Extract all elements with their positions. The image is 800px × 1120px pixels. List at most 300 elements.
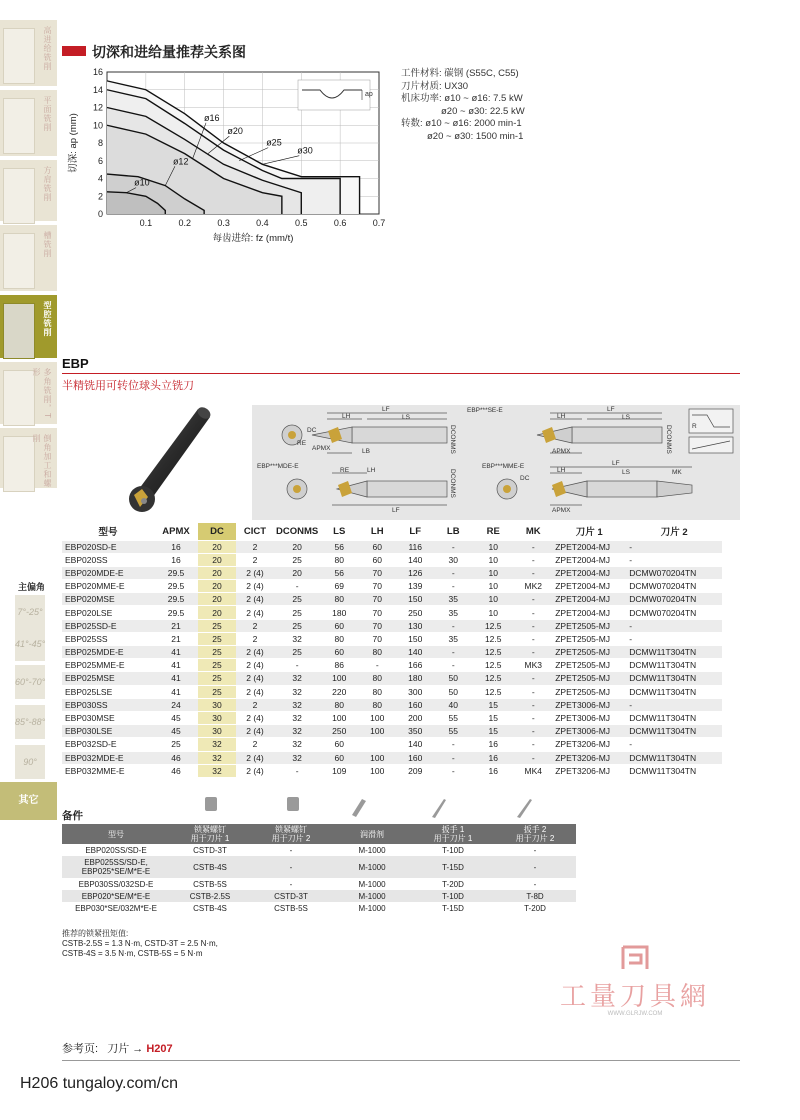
torque-line-2: CSTB-4S = 3.5 N·m, CSTB-5S = 5 N·m xyxy=(62,949,203,958)
chart-condition-line: ø20 ~ ø30: 22.5 kW xyxy=(441,105,525,117)
parts-cell: M-1000 xyxy=(332,856,412,878)
sidebar-item-label: 方肩铣削 xyxy=(43,166,52,202)
dim-label-lf-mde: LF xyxy=(392,507,400,514)
table-cell: ZPET2004-MJ xyxy=(555,607,611,618)
table-cell: 25 xyxy=(274,593,320,606)
table-cell: EBP020SS xyxy=(65,554,108,565)
reference-page-link[interactable]: H207 xyxy=(146,1043,173,1055)
table-cell: EBP030SS xyxy=(62,698,154,711)
table-cell: 70 xyxy=(358,619,396,632)
angle-item[interactable]: 7°-25° xyxy=(15,595,45,629)
table-cell: ZPET3206-MJ xyxy=(555,739,611,750)
product-table-header xyxy=(62,523,722,540)
parts-cell: EBP025SS/SD-E, EBP025*SE/M*E-E xyxy=(62,856,170,878)
dim-label-re-mde: RE xyxy=(340,467,350,474)
title-bar-mark xyxy=(62,46,86,56)
column-header: 刀片 2 xyxy=(660,527,688,539)
table-cell: EBP030MSE xyxy=(65,713,115,724)
table-cell: EBP030LSE xyxy=(62,725,154,738)
table-cell: 20 xyxy=(274,566,320,579)
site-link[interactable]: tungaloy.com/cn xyxy=(62,1075,179,1092)
table-cell: 10 xyxy=(472,566,514,579)
table-cell: - xyxy=(375,660,379,671)
chart-condition-line: 刀片材质: UX30 xyxy=(401,80,469,92)
table-cell: 29.5 xyxy=(167,607,185,618)
table-row xyxy=(62,764,722,777)
sidebar-item-other[interactable]: 其它 xyxy=(0,782,57,820)
table-cell: 150 xyxy=(396,593,434,606)
table-cell: ZPET2505-MJ xyxy=(555,633,611,644)
table-cell: 16 xyxy=(472,751,514,764)
table-cell: - xyxy=(295,766,299,777)
table-cell: 166 xyxy=(408,660,423,671)
inset-label: ap xyxy=(365,91,373,98)
table-cell: 16 xyxy=(154,540,198,553)
sidebar-item-label: 槽铣削 xyxy=(43,231,52,258)
sidebar-item-0[interactable] xyxy=(0,20,57,88)
table-cell: 100 xyxy=(332,713,347,724)
parts-column-header: 润滑剂 xyxy=(332,824,412,844)
y-tick-label: 4 xyxy=(97,173,103,184)
table-cell: 60 xyxy=(320,646,358,659)
table-cell: 55 xyxy=(448,713,458,724)
sidebar-item-label: 高进给铣削 xyxy=(43,26,52,71)
column-header: RE xyxy=(486,525,500,537)
series-label-ø12: ø12 xyxy=(172,156,189,167)
table-cell: 2 (4) xyxy=(246,713,264,724)
table-cell: 100 xyxy=(370,766,385,777)
table-cell: 15 xyxy=(488,713,498,724)
parts-cell: EBP020*SE/M*E-E xyxy=(62,890,170,902)
table-cell: 30 xyxy=(198,698,236,711)
table-cell: 16 xyxy=(171,554,181,565)
table-cell: - xyxy=(626,540,722,553)
table-cell: 2 (4) xyxy=(236,646,274,659)
y-tick-label: 6 xyxy=(97,155,103,166)
sidebar-thumbnail xyxy=(3,303,35,359)
table-cell: 2 xyxy=(236,698,274,711)
table-cell: 2 (4) xyxy=(246,607,264,618)
sidebar-item-5[interactable] xyxy=(0,362,57,426)
table-cell: 32 xyxy=(292,686,302,697)
table-cell: EBP020LSE xyxy=(65,607,113,618)
parts-row xyxy=(62,902,576,914)
table-cell: 10 xyxy=(488,607,498,618)
product-table xyxy=(62,523,722,777)
angle-item[interactable]: 85°-88° xyxy=(15,705,45,739)
table-row xyxy=(62,698,722,711)
parts-row xyxy=(62,890,576,902)
watermark-url: WWW.GLRJW.COM xyxy=(607,1011,663,1017)
table-cell: 25 xyxy=(292,554,302,565)
table-cell: 2 (4) xyxy=(236,725,274,738)
parts-column-header: 扳手 2 用于刀片 2 xyxy=(494,824,576,844)
table-cell: 12.5 xyxy=(472,672,514,685)
table-cell: 2 xyxy=(236,540,274,553)
column-header: APMX xyxy=(162,525,190,537)
dim-label-mk: MK xyxy=(672,469,682,476)
table-cell: 45 xyxy=(154,725,198,738)
table-cell: 35 xyxy=(448,607,458,618)
table-cell: 35 xyxy=(434,593,472,606)
table-cell: 116 xyxy=(396,540,434,553)
table-cell: 25 xyxy=(274,646,320,659)
table-cell: 80 xyxy=(334,554,344,565)
x-tick-label: 0.5 xyxy=(295,218,308,228)
table-cell: - xyxy=(451,766,455,777)
x-tick-label: 0.4 xyxy=(256,218,269,228)
table-cell: 46 xyxy=(171,766,181,777)
sidebar-item-6[interactable] xyxy=(0,428,57,490)
table-cell: - xyxy=(434,566,472,579)
table-cell: 12.5 xyxy=(484,633,502,644)
table-cell: 25 xyxy=(171,739,181,750)
table-cell: - xyxy=(514,751,552,764)
table-cell: 109 xyxy=(332,766,347,777)
screw-2-icon xyxy=(287,797,299,811)
page-footer xyxy=(20,1075,178,1093)
table-cell: 300 xyxy=(408,686,423,697)
table-cell: DCMW11T304TN xyxy=(629,660,697,671)
table-cell: 139 xyxy=(408,581,423,592)
parts-cell: T-20D xyxy=(524,903,546,913)
table-cell: 50 xyxy=(448,686,458,697)
sidebar-item-3[interactable] xyxy=(0,225,57,293)
series-label-ø25: ø25 xyxy=(266,137,282,148)
table-cell: 55 xyxy=(434,725,472,738)
y-tick-label: 0 xyxy=(97,209,103,219)
parts-table xyxy=(62,824,576,914)
table-cell: - xyxy=(514,593,552,606)
table-cell: 2 (4) xyxy=(236,566,274,579)
table-cell: - xyxy=(531,739,535,750)
table-cell: EBP025SS xyxy=(65,633,108,644)
table-cell: 350 xyxy=(396,725,434,738)
table-row xyxy=(62,659,722,672)
table-row xyxy=(62,540,722,553)
parts-cell: T-15D xyxy=(412,856,494,878)
dim-label-lf: LF xyxy=(382,406,390,413)
dim-label-lh: LH xyxy=(342,413,351,420)
table-cell: 2 (4) xyxy=(236,751,274,764)
table-cell: 12.5 xyxy=(472,646,514,659)
sidebar-item-label: 平面铣削 xyxy=(43,96,52,132)
column-header: LH xyxy=(370,525,384,537)
table-cell: 41 xyxy=(171,660,181,671)
table-row xyxy=(62,619,722,632)
sidebar-thumbnail xyxy=(3,28,35,84)
table-cell: 41 xyxy=(171,686,181,697)
table-cell: 32 xyxy=(292,739,302,750)
table-cell: 29.5 xyxy=(167,581,185,592)
diagram-title-mde: EBP***MDE-E xyxy=(257,463,299,470)
chart-condition-line: ø20 ~ ø30: 1500 min-1 xyxy=(427,130,524,142)
table-cell: 2 (4) xyxy=(236,672,274,685)
table-row xyxy=(62,685,722,698)
table-cell: DCMW070204TN xyxy=(629,581,697,592)
table-cell: 32 xyxy=(274,751,320,764)
table-cell: 80 xyxy=(372,686,382,697)
table-cell: ZPET2004-MJ xyxy=(555,581,611,592)
dim-label-dconms-se: DCONMS xyxy=(665,425,672,454)
product-table-body xyxy=(62,540,722,777)
table-cell: 29.5 xyxy=(154,566,198,579)
table-cell: 25 xyxy=(198,685,236,698)
parts-cell: - xyxy=(289,845,293,855)
parts-cell: CSTB-2.5S xyxy=(170,890,250,902)
sidebar-thumbnail xyxy=(3,98,35,154)
table-cell: ZPET3006-MJ xyxy=(552,698,626,711)
series-label-ø30: ø30 xyxy=(297,145,313,156)
angle-item[interactable]: 41°-45° xyxy=(15,627,45,661)
dim-label-ls: LS xyxy=(402,414,410,421)
table-cell: ZPET3006-MJ xyxy=(555,713,611,724)
table-cell: - xyxy=(531,713,535,724)
parts-cell: M-1000 xyxy=(358,903,386,913)
table-cell: DCMW11T304TN xyxy=(626,751,722,764)
table-cell: ZPET3206-MJ xyxy=(552,751,626,764)
dim-label-ls-mme: LS xyxy=(622,469,630,476)
table-cell: ZPET2505-MJ xyxy=(555,686,611,697)
torque-line-1: CSTB-2.5S = 1.3 N·m, CSTD-3T = 2.5 N·m, xyxy=(62,939,218,948)
table-row xyxy=(62,566,722,579)
sidebar-item-label: 多角铣削，T形 xyxy=(32,368,52,419)
table-cell: 209 xyxy=(408,766,423,777)
sidebar-item-1[interactable] xyxy=(0,90,57,158)
table-cell: 16 xyxy=(488,739,498,750)
table-cell: DCMW11T304TN xyxy=(629,766,697,777)
table-cell: - xyxy=(531,607,535,618)
dim-label-dconms-mde: DCONMS xyxy=(449,469,456,498)
chart-condition-line: 机床功率: ø10 ~ ø16: 7.5 kW xyxy=(401,93,523,104)
table-cell: 2 (4) xyxy=(246,660,264,671)
table-cell: 2 xyxy=(252,739,258,750)
table-cell: 100 xyxy=(358,751,396,764)
table-cell: DCMW070204TN xyxy=(626,566,722,579)
watermark-text: 工量刀具網 xyxy=(560,982,711,1012)
chart-conditions xyxy=(401,68,525,143)
dim-label-lb: LB xyxy=(362,448,370,455)
table-cell: 30 xyxy=(198,711,236,724)
table-cell: 2 (4) xyxy=(236,593,274,606)
parts-cell: - xyxy=(250,856,332,878)
table-cell: 16 xyxy=(488,766,498,777)
table-cell: DCMW11T304TN xyxy=(629,686,697,697)
table-cell: 56 xyxy=(320,566,358,579)
table-cell: DCMW070204TN xyxy=(626,593,722,606)
table-cell: 15 xyxy=(472,698,514,711)
table-cell: 32 xyxy=(198,738,236,751)
sidebar-item-4[interactable] xyxy=(0,295,57,360)
sidebar-item-2[interactable] xyxy=(0,160,57,223)
table-cell: 32 xyxy=(274,725,320,738)
table-cell: ZPET2505-MJ xyxy=(552,646,626,659)
dim-label-lf-mme: LF xyxy=(612,460,620,467)
parts-icons xyxy=(62,795,542,821)
dim-label-re: RE xyxy=(297,440,307,447)
table-cell: 70 xyxy=(358,593,396,606)
reference-prefix: 参考页: xyxy=(62,1043,99,1055)
column-header: MK xyxy=(525,525,541,537)
table-row xyxy=(62,725,722,738)
table-cell: 150 xyxy=(408,633,423,644)
parts-column-header: 型号 xyxy=(62,824,170,844)
series-label-ø20: ø20 xyxy=(227,126,243,137)
table-cell: 60 xyxy=(372,554,382,565)
table-cell: 70 xyxy=(372,581,382,592)
table-cell: - xyxy=(514,646,552,659)
table-cell: - xyxy=(451,581,455,592)
table-row xyxy=(62,593,722,606)
table-cell: 160 xyxy=(396,698,434,711)
table-cell: 126 xyxy=(396,566,434,579)
table-cell: - xyxy=(434,646,472,659)
column-header: LB xyxy=(446,525,460,537)
parts-cell: - xyxy=(533,845,537,855)
table-cell: ZPET2004-MJ xyxy=(552,566,626,579)
table-cell: 10 xyxy=(488,581,498,592)
angle-item[interactable]: 60°-70° xyxy=(15,665,45,699)
parts-cell: M-1000 xyxy=(358,845,386,855)
table-cell: 50 xyxy=(434,672,472,685)
table-cell: DCMW11T304TN xyxy=(629,713,697,724)
parts-cell: T-10D xyxy=(442,845,464,855)
table-cell: - xyxy=(626,698,722,711)
chart-title-text: 切深和进给量推荐关系图 xyxy=(92,44,246,60)
table-cell: 180 xyxy=(396,672,434,685)
table-cell: 32 xyxy=(292,713,302,724)
table-cell: - xyxy=(514,566,552,579)
x-tick-label: 0.7 xyxy=(372,218,386,228)
table-cell: 10 xyxy=(488,554,498,565)
watermark xyxy=(560,945,710,1017)
table-cell: 25 xyxy=(198,646,236,659)
reference-line xyxy=(62,1040,173,1056)
table-cell: 20 xyxy=(198,540,236,553)
parts-cell: CSTB-4S xyxy=(193,903,227,913)
parts-table-body xyxy=(62,844,576,914)
table-cell: 69 xyxy=(334,581,344,592)
table-cell: EBP025LSE xyxy=(65,686,113,697)
table-cell: EBP020SD-E xyxy=(62,540,154,553)
table-cell: ZPET3206-MJ xyxy=(555,766,611,777)
table-cell: EBP020MSE xyxy=(62,593,154,606)
table-cell: 10 xyxy=(472,593,514,606)
table-cell: 220 xyxy=(332,686,347,697)
table-cell: EBP032SD-E xyxy=(65,739,117,750)
table-cell: 80 xyxy=(358,698,396,711)
table-cell: 130 xyxy=(396,619,434,632)
table-cell: 60 xyxy=(320,751,358,764)
table-cell: 60 xyxy=(320,619,358,632)
table-cell: 2 xyxy=(252,633,258,644)
table-cell: - xyxy=(295,660,299,671)
series-label-ø10: ø10 xyxy=(134,177,150,188)
table-cell: - xyxy=(514,540,552,553)
table-cell: DCMW11T304TN xyxy=(626,672,722,685)
table-cell: 41 xyxy=(154,646,198,659)
y-tick-label: 14 xyxy=(92,84,103,95)
sidebar-item-label: 倒角加工和螺削 xyxy=(32,434,52,488)
table-cell: 15 xyxy=(472,725,514,738)
table-cell: 250 xyxy=(320,725,358,738)
column-header: LS xyxy=(333,525,346,537)
dimension-diagrams xyxy=(252,405,740,520)
dim-label-lf-se: LF xyxy=(607,406,615,413)
sidebar-item-label: 型腔铣削 xyxy=(43,301,52,337)
dim-label-dc-mme: DC xyxy=(520,475,530,482)
parts-column-header: 锁紧螺钉 用于刀片 1 xyxy=(170,824,250,844)
reference-arrow: → xyxy=(132,1043,144,1055)
x-axis-label: 每齿进给: fz (mm/t) xyxy=(212,233,294,244)
table-cell: 25 xyxy=(198,619,236,632)
table-cell: ZPET2505-MJ xyxy=(552,619,626,632)
product-description: 半精铣用可转位球头立铣刀 xyxy=(62,380,194,392)
table-cell: 2 xyxy=(252,554,258,565)
table-cell: 21 xyxy=(154,619,198,632)
parts-cell: T-20D xyxy=(442,879,464,889)
table-cell: 32 xyxy=(198,751,236,764)
table-row xyxy=(62,711,722,724)
sidebar-thumbnail xyxy=(3,233,35,289)
table-cell: EBP020MDE-E xyxy=(62,566,154,579)
table-cell: EBP025SD-E xyxy=(62,619,154,632)
dim-label-apmx: APMX xyxy=(312,445,331,452)
table-cell: 25 xyxy=(198,672,236,685)
table-row xyxy=(62,606,722,619)
table-cell: 21 xyxy=(171,633,181,644)
parts-cell: CSTB-4S xyxy=(170,856,250,878)
column-header: 型号 xyxy=(98,527,118,539)
wrench-1-icon xyxy=(432,799,446,818)
page-number: H206 xyxy=(20,1075,59,1092)
table-row xyxy=(62,738,722,751)
table-row xyxy=(62,646,722,659)
column-header: 刀片 1 xyxy=(575,527,603,539)
tool-photo xyxy=(120,405,215,517)
table-cell: MK4 xyxy=(524,766,542,777)
table-cell: ZPET2505-MJ xyxy=(552,672,626,685)
inset-box xyxy=(298,80,370,110)
column-header: DCONMS xyxy=(276,525,319,537)
reference-item: 刀片 xyxy=(107,1043,130,1055)
table-cell: 2 xyxy=(236,619,274,632)
dim-label-lh-mde: LH xyxy=(367,467,376,474)
parts-cell: M-1000 xyxy=(358,879,386,889)
table-cell: 100 xyxy=(358,725,396,738)
table-cell: - xyxy=(451,739,455,750)
wrench-2-icon xyxy=(517,799,532,818)
table-cell: 30 xyxy=(448,554,458,565)
y-tick-label: 2 xyxy=(97,191,103,202)
angle-item[interactable]: 90° xyxy=(15,745,45,779)
x-tick-label: 0.3 xyxy=(217,218,230,228)
table-cell: 45 xyxy=(171,713,181,724)
chart-condition-line: 转数: ø10 ~ ø16: 2000 min-1 xyxy=(401,118,522,129)
table-cell: 41 xyxy=(154,672,198,685)
table-cell: 20 xyxy=(198,553,236,566)
parts-cell: CSTD-3T xyxy=(193,845,227,855)
table-cell: - xyxy=(514,619,552,632)
table-cell: - xyxy=(626,619,722,632)
table-cell: 10 xyxy=(472,540,514,553)
table-cell: MK3 xyxy=(524,660,542,671)
table-cell: ZPET2004-MJ xyxy=(552,540,626,553)
table-cell: 160 xyxy=(396,751,434,764)
chart-section-title xyxy=(62,42,246,62)
table-cell: - xyxy=(531,633,535,644)
table-cell: 12.5 xyxy=(484,660,502,671)
